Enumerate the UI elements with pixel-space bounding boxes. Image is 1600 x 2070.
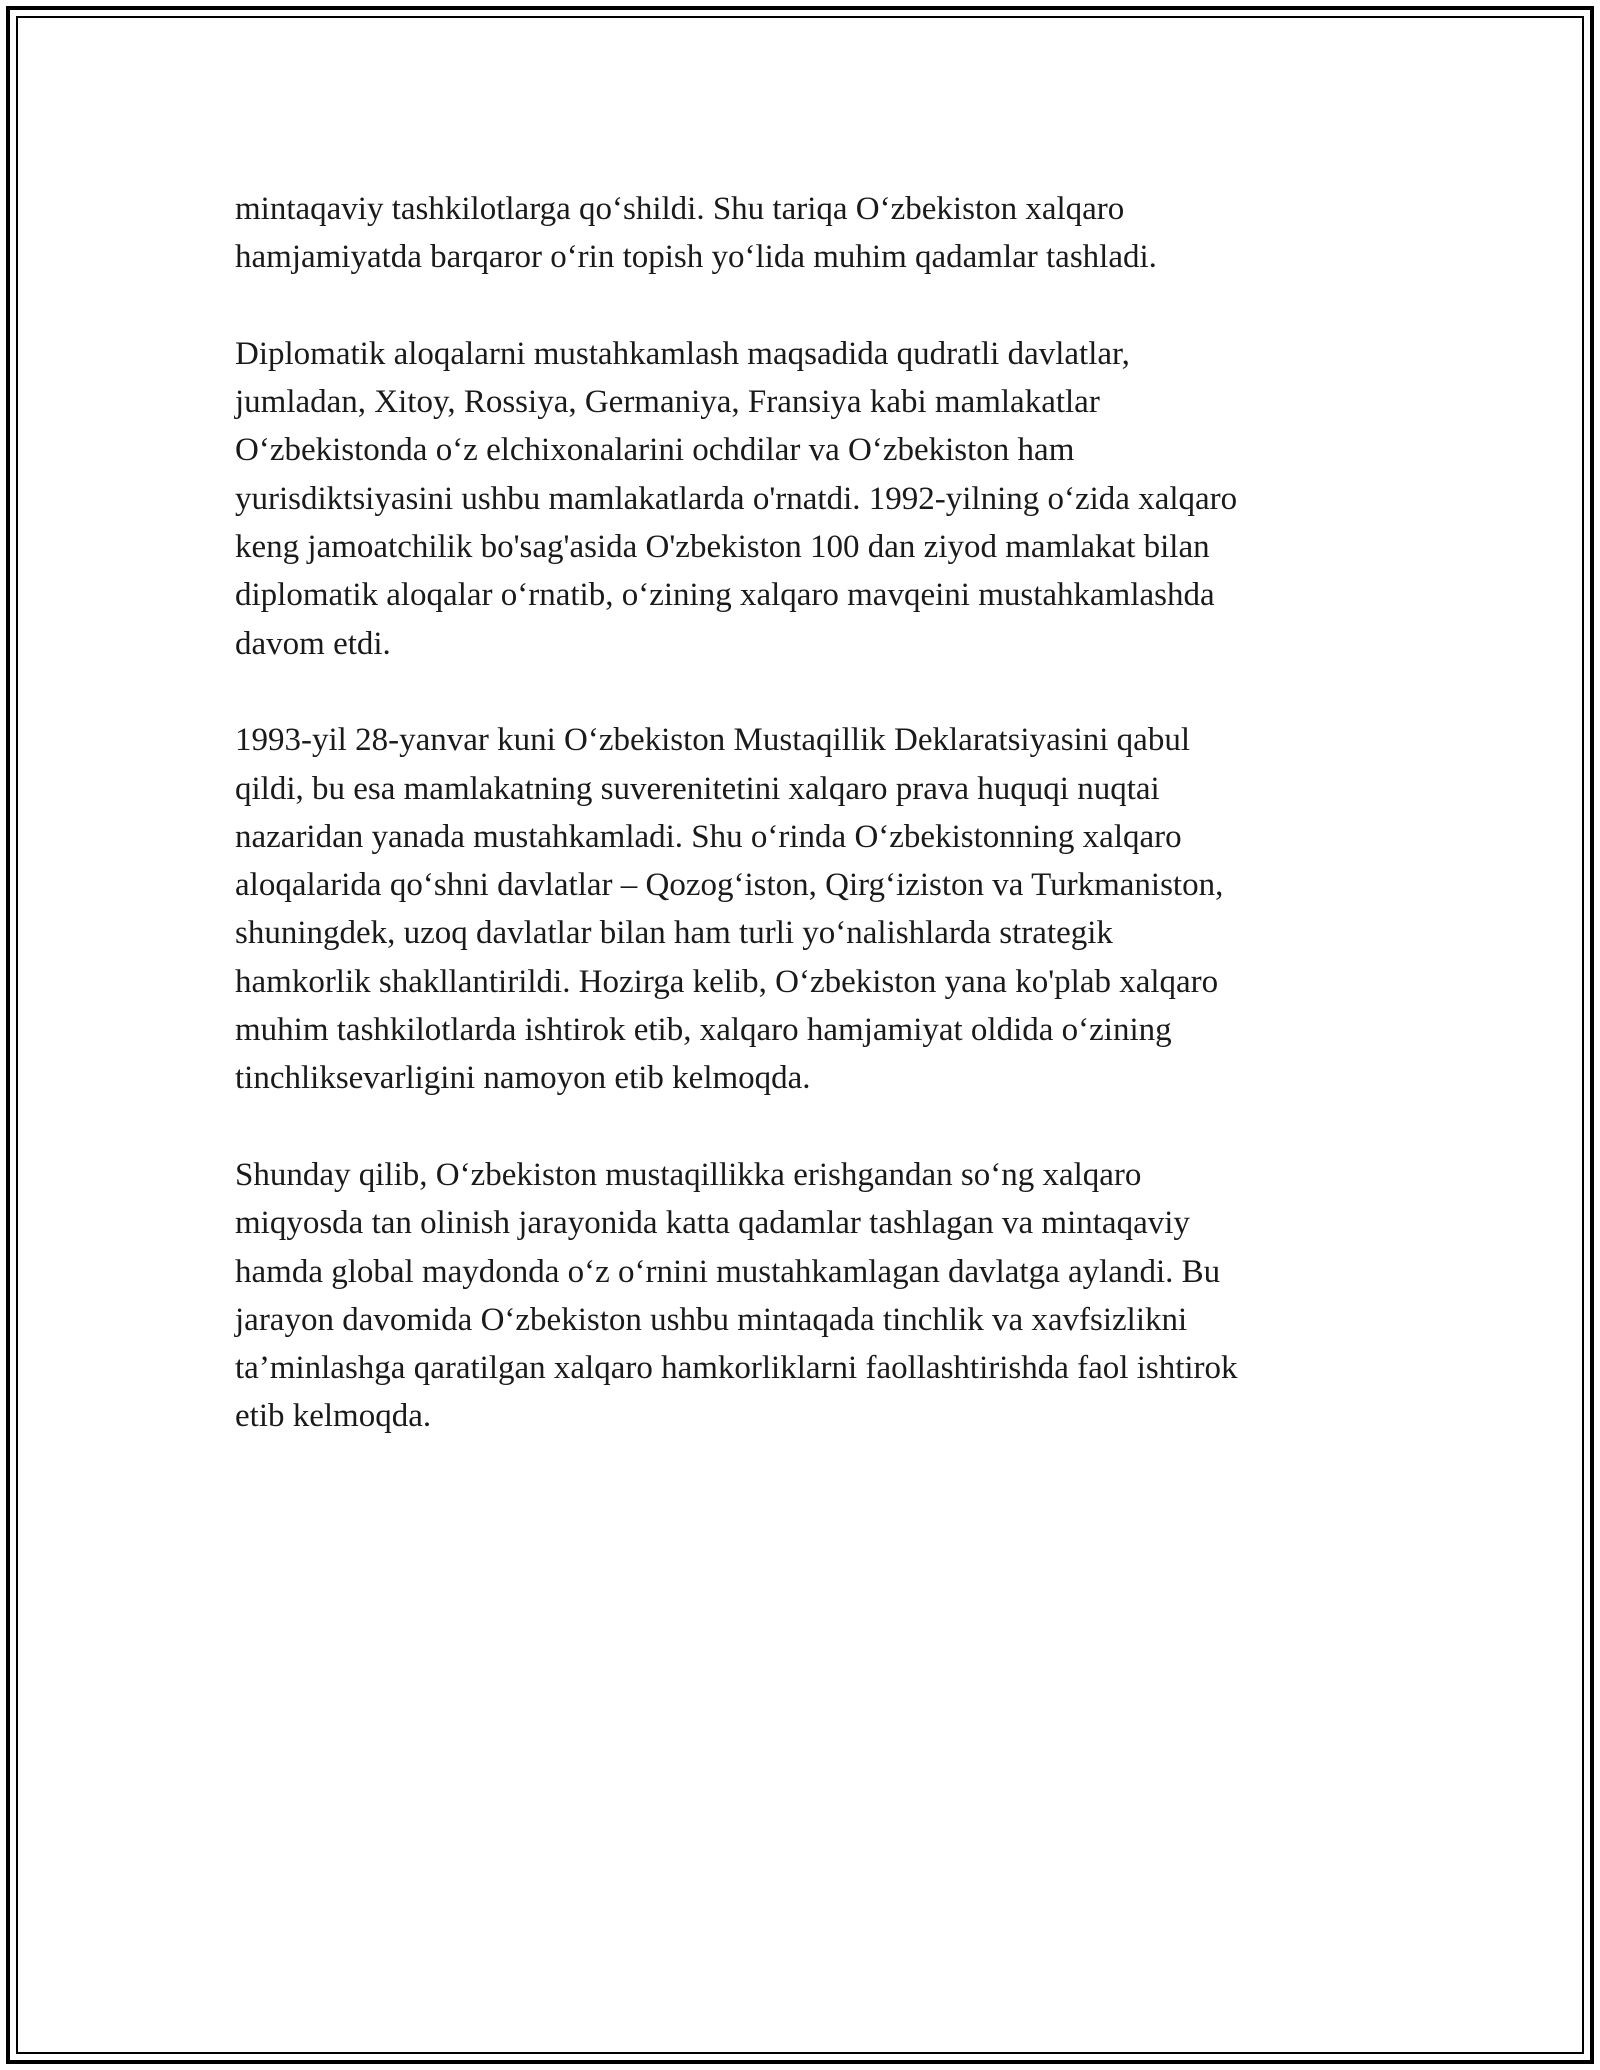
text-line: 1993-yil 28-yanvar kuni O‘zbekiston Mustaqillik Deklaratsiyasini qabul	[235, 722, 1190, 759]
text-line: Shunday qilib, O‘zbekiston mustaqillikka erishgandan so‘ng xalqaro	[235, 1156, 1142, 1193]
paragraph-1	[235, 185, 1365, 282]
text-line: shuningdek, uzoq davlatlar bilan ham turli yo‘nalishlarda strategik	[235, 915, 1113, 952]
text-line: keng jamoatchilik bo'sag'asida O'zbekiston 100 dan ziyod mamlakat bilan	[235, 529, 1210, 566]
document-body	[235, 185, 1365, 1489]
text-line: hamda global maydonda o‘z o‘rnini mustahkamlagan davlatga aylandi. Bu	[235, 1253, 1221, 1290]
paragraph-2	[235, 330, 1365, 668]
text-line: miqyosda tan olinish jarayonida katta qadamlar tashlagan va mintaqaviy	[235, 1205, 1190, 1242]
text-line: davom etdi.	[235, 625, 391, 662]
text-line: yurisdiktsiyasini ushbu mamlakatlarda o'rnatdi. 1992-yilning o‘zida xalqaro	[235, 480, 1238, 517]
text-line: hamkorlik shakllantirildi. Hozirga kelib, O‘zbekiston yana ko'plab xalqaro	[235, 963, 1219, 1000]
paragraph-4	[235, 1151, 1365, 1441]
text-line: diplomatik aloqalar o‘rnatib, o‘zining xalqaro mavqeini mustahkamlashda	[235, 577, 1215, 614]
text-line: jarayon davomida O‘zbekiston ushbu mintaqada tinchlik va xavfsizlikni	[235, 1301, 1188, 1338]
text-line: tinchliksevarligini namoyon etib kelmoqda.	[235, 1060, 811, 1097]
text-line: muhim tashkilotlarda ishtirok etib, xalqaro hamjamiyat oldida o‘zining	[235, 1012, 1172, 1049]
text-line: etib kelmoqda.	[235, 1398, 432, 1435]
text-line: mintaqaviy tashkilotlarga qo‘shildi. Shu tariqa O‘zbekiston xalqaro	[235, 191, 1125, 227]
text-line: hamjamiyatda barqaror o‘rin topish yo‘lida muhim qadamlar tashladi.	[235, 239, 1157, 276]
text-line: nazaridan yanada mustahkamladi. Shu o‘rinda O‘zbekistonning xalqaro	[235, 818, 1182, 855]
text-line: ta’minlashga qaratilgan xalqaro hamkorliklarni faollashtirishda faol ishtirok	[235, 1350, 1238, 1387]
text-line: qildi, bu esa mamlakatning suverenitetini xalqaro prava huquqi nuqtai	[235, 770, 1160, 807]
text-line: Diplomatik aloqalarni mustahkamlash maqsadida qudratli davlatlar,	[235, 335, 1130, 372]
paragraph-3	[235, 716, 1365, 1102]
text-line: O‘zbekistonda o‘z elchixonalarini ochdilar va O‘zbekiston ham	[235, 432, 1075, 469]
text-line: aloqalarida qo‘shni davlatlar – Qozog‘iston, Qirg‘iziston va Turkmaniston,	[235, 867, 1224, 904]
text-line: jumladan, Xitoy, Rossiya, Germaniya, Fransiya kabi mamlakatlar	[235, 384, 1100, 421]
